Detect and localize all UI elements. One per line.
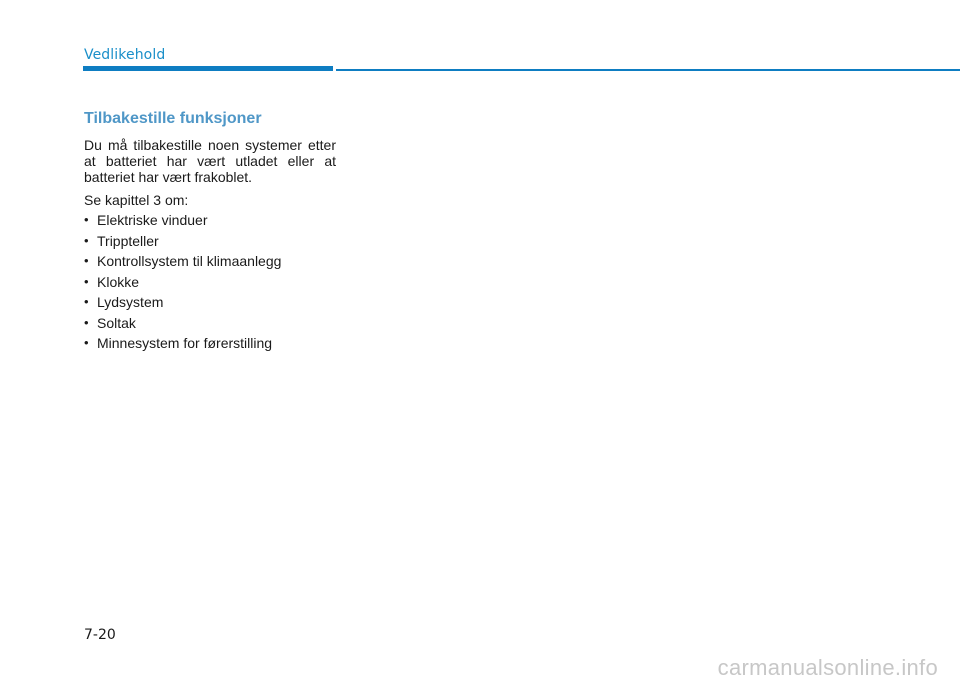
bullet-icon: •: [84, 212, 89, 227]
list-item: [84, 212, 336, 228]
list-item: [84, 253, 336, 269]
intro-paragraph: Du må tilbakestille noen systemer etter at batteriet har vært utladet eller at batteriet har vært frakoblet.: [84, 137, 336, 185]
bullet-icon: •: [84, 253, 89, 268]
bullet-icon: •: [84, 314, 89, 330]
bullet-icon: •: [84, 294, 89, 309]
section-heading: Tilbakestille funksjoner: [84, 110, 262, 127]
list-item-label: Kontrollsystem til klimaanlegg: [97, 253, 282, 269]
bullet-icon: •: [84, 335, 89, 350]
list-item: [84, 274, 336, 290]
list-item: [84, 294, 336, 310]
list-item-label: Minnesystem for førerstilling: [97, 335, 273, 351]
list-item-label: Soltak: [97, 314, 136, 331]
list-item-label: Trippteller: [97, 232, 159, 249]
section-label: Vedlikehold: [84, 47, 166, 63]
list-item: [84, 315, 336, 331]
page-number: 7-20: [84, 627, 116, 643]
bullet-icon: •: [84, 232, 89, 248]
header-rule-thick: [83, 66, 333, 71]
bullet-list: [84, 212, 336, 351]
watermark: carmanualsonline.info: [717, 655, 938, 680]
list-item-label: Lydsystem: [97, 294, 164, 310]
header-rule-thin: [336, 69, 960, 71]
list-item-label: Elektriske vinduer: [97, 212, 208, 228]
list-item: [84, 233, 336, 249]
list-item-label: Klokke: [97, 273, 140, 290]
main-content: [84, 110, 336, 356]
reference-line: Se kapittel 3 om:: [84, 192, 189, 208]
list-item: [84, 335, 336, 351]
bullet-icon: •: [84, 273, 89, 289]
